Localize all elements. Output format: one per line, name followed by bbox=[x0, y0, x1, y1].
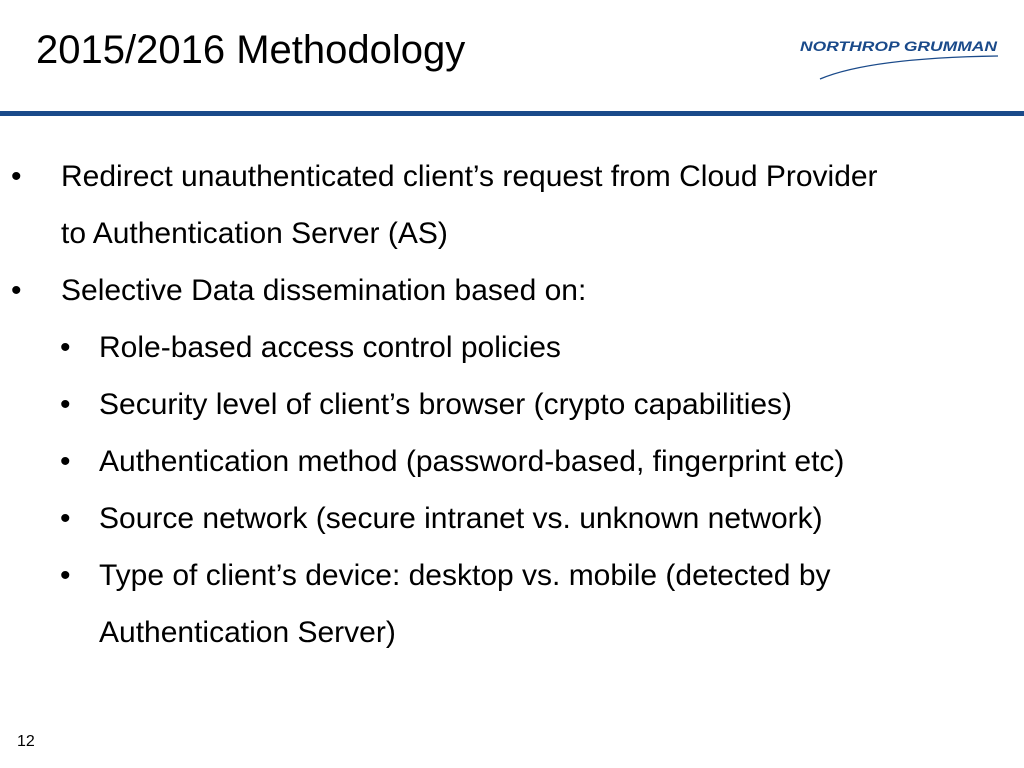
logo-swoosh-icon bbox=[820, 56, 998, 79]
bullet-marker: • bbox=[11, 160, 22, 193]
bullet-text-line: Role-based access control policies bbox=[99, 331, 561, 364]
bullet-text-line: Security level of client’s browser (crypto capabilities) bbox=[99, 388, 793, 421]
bullet-text-line: Redirect unauthenticated client’s request from Cloud Provider bbox=[61, 160, 878, 193]
bullet-item bbox=[0, 148, 1024, 262]
sub-bullet-item bbox=[0, 319, 1024, 376]
bullet-text-line: Source network (secure intranet vs. unknown network) bbox=[99, 502, 823, 535]
bullet-item bbox=[0, 262, 1024, 319]
sub-bullet-item bbox=[0, 547, 1024, 661]
logo-text: NORTHROP GRUMMAN bbox=[800, 39, 998, 54]
slide-title: 2015/2016 Methodology bbox=[36, 28, 466, 72]
bullet-marker: • bbox=[60, 502, 71, 535]
bullet-text-line: Type of client’s device: desktop vs. mobile (detected by bbox=[99, 559, 831, 592]
bullet-marker: • bbox=[60, 331, 71, 364]
bullet-text-line: Authentication Server) bbox=[99, 616, 396, 649]
page-number: 12 bbox=[17, 733, 35, 750]
bullet-marker: • bbox=[60, 388, 71, 421]
bullet-text-line: Authentication method (password-based, fingerprint etc) bbox=[99, 445, 845, 478]
northrop-grumman-logo bbox=[800, 36, 1000, 82]
bullet-text-line: Selective Data dissemination based on: bbox=[61, 274, 587, 307]
bullet-marker: • bbox=[11, 274, 22, 307]
header-divider bbox=[0, 111, 1024, 116]
bullet-list bbox=[0, 148, 1024, 661]
sub-bullet-item bbox=[0, 376, 1024, 433]
sub-bullet-item bbox=[0, 433, 1024, 490]
bullet-marker: • bbox=[60, 559, 71, 592]
bullet-text-line: to Authentication Server (AS) bbox=[61, 217, 448, 250]
sub-bullet-item bbox=[0, 490, 1024, 547]
bullet-marker: • bbox=[60, 445, 71, 478]
